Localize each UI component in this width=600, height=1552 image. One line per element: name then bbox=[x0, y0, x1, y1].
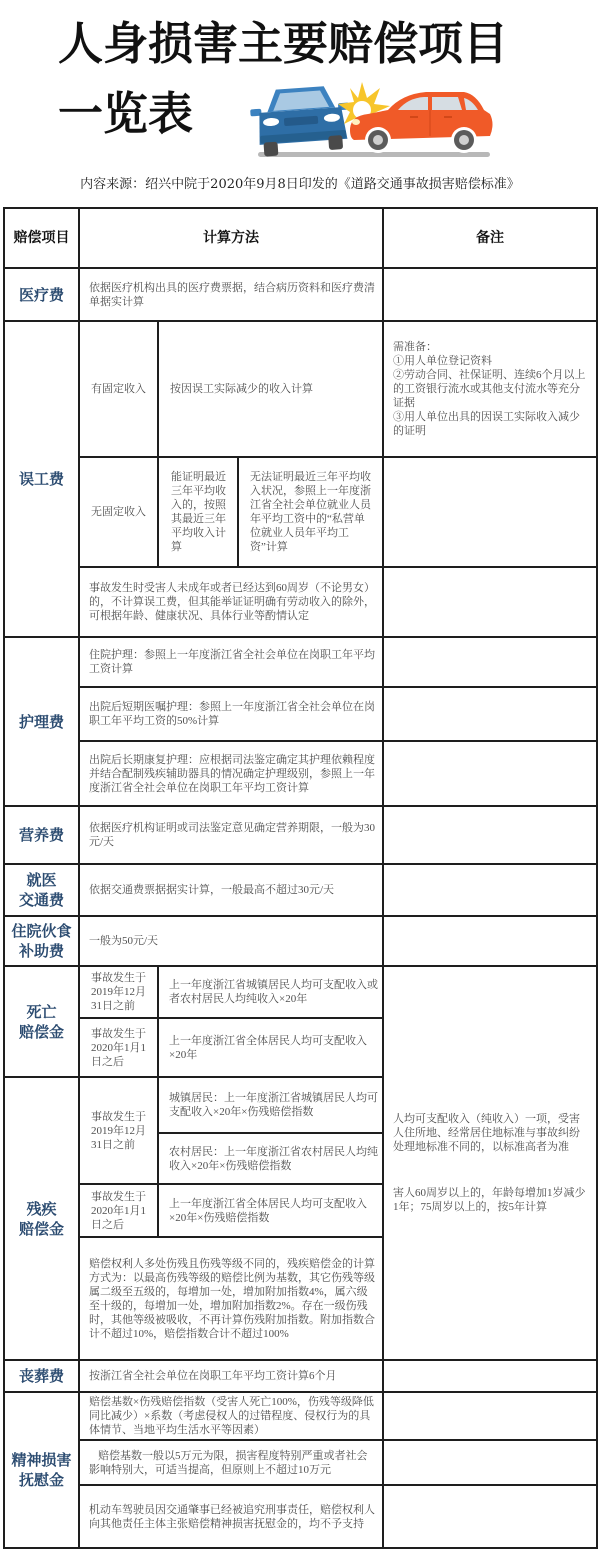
method-text: 依据交通费票据据实计算，一般最高不超过30元/天 bbox=[89, 884, 335, 896]
date-text: 事故发生于2019年12月31日之前 bbox=[91, 1110, 146, 1151]
date-disability-before-2020 bbox=[80, 1078, 159, 1185]
method-disability-after-2020 bbox=[159, 1185, 384, 1238]
method-mental-damage-formula bbox=[80, 1393, 384, 1441]
method-transport bbox=[80, 865, 384, 917]
method-nursing-long-term bbox=[80, 742, 384, 807]
method-text: 依据医疗机构证明或司法鉴定意见确定营养期限，一般为30元/天 bbox=[89, 822, 375, 848]
method-text: 城镇居民：上一年度浙江省城镇居民人均可支配收入×20年×伤残赔偿指数 bbox=[169, 1092, 378, 1118]
remark-income-standard: 人均可支配收入（纯收入）一项，受害人住所地、经常居住地标准与事故纠纷处理地标准不同的，以标准高者为准 bbox=[393, 1113, 580, 1153]
item-label-disability-compensation bbox=[5, 1078, 80, 1361]
method-disability-urban bbox=[159, 1078, 384, 1134]
item-label-medical bbox=[5, 269, 80, 322]
item-label-text: 护理费 bbox=[18, 712, 64, 731]
method-funeral bbox=[80, 1361, 384, 1393]
item-label-text: 就医 bbox=[26, 871, 57, 889]
car-collision-icon bbox=[250, 80, 500, 160]
date-death-after-2020 bbox=[80, 1019, 159, 1078]
method-medical bbox=[80, 269, 384, 322]
method-death-before-2020 bbox=[159, 967, 384, 1019]
method-text: 上一年度浙江省城镇居民人均可支配收入或者农村居民人均纯收入×20年 bbox=[169, 979, 378, 1005]
date-text: 事故发生于2020年1月1日之后 bbox=[91, 1190, 146, 1231]
column-header-method-text: 计算方法 bbox=[203, 230, 259, 246]
item-label-text: 残疾 bbox=[26, 1199, 57, 1218]
remark-line: ①用人单位登记资料 bbox=[393, 355, 492, 367]
method-text: 能证明最近三年平均收入的，按照其最近三年平均收入计算 bbox=[171, 471, 226, 553]
item-label-text: 赔偿金 bbox=[18, 1022, 64, 1041]
remark-funeral bbox=[384, 1361, 598, 1393]
method-nursing-short-term bbox=[80, 688, 384, 742]
method-text: 上一年度浙江省全体居民人均可支配收入×20年 bbox=[169, 1034, 367, 1061]
remark-no-fixed-income bbox=[384, 458, 598, 568]
item-label-lost-wages bbox=[5, 322, 80, 638]
method-mental-damage-cap bbox=[80, 1441, 384, 1486]
item-label-text: 营养费 bbox=[18, 826, 64, 844]
method-text: 出院后长期康复护理：应根据司法鉴定确定其护理依赖程度并结合配制残疾辅助器具的情况确定护理级别，参照上一年度浙江省全社会单位在岗职工年平均工资计算 bbox=[89, 753, 375, 794]
item-label-funeral bbox=[5, 1361, 80, 1393]
method-nursing-inpatient bbox=[80, 638, 384, 688]
item-label-text: 死亡 bbox=[26, 1002, 57, 1021]
sub-label-text: 有固定收入 bbox=[91, 383, 146, 395]
remark-nutrition bbox=[384, 807, 598, 865]
method-fixed-income bbox=[159, 322, 384, 458]
method-text: 赔偿基数×伤残赔偿指数（受害人死亡100%，伤残等级降低同比减少）×系数（考虑侵权人的过错程度、侵权行为的具体情节、当地平均生活水平等因素） bbox=[89, 1396, 374, 1436]
date-text: 事故发生于2020年1月1日之后 bbox=[91, 1027, 146, 1068]
item-label-text: 医疗费 bbox=[18, 285, 64, 304]
method-provable-income bbox=[159, 458, 239, 568]
item-label-mental-damage bbox=[5, 1393, 80, 1549]
item-label-transport bbox=[5, 865, 80, 917]
item-label-death-compensation bbox=[5, 967, 80, 1078]
column-header-item bbox=[5, 209, 80, 269]
method-text: 依据医疗机构出具的医疗费票据，结合病历资料和医疗费清单据实计算 bbox=[89, 281, 375, 308]
remark-mental-damage-formula bbox=[384, 1393, 598, 1441]
method-disability-rural bbox=[159, 1134, 384, 1185]
method-text: 赔偿基数一般以5万元为限，损害程度特别严重或者社会影响特别大，可适当提高，但原则上不超过10万元 bbox=[89, 1449, 368, 1476]
method-text: 农村居民：上一年度浙江省农村居民人均纯收入×20年×伤残赔偿指数 bbox=[169, 1145, 378, 1172]
remark-age-adjustment: 害人60周岁以上的，年龄每增加1岁减少1年；75周岁以上的，按5年计算 bbox=[393, 1187, 586, 1213]
item-label-text: 丧葬费 bbox=[18, 1367, 64, 1385]
remark-paragraphs bbox=[393, 1112, 587, 1214]
sub-label-text: 无固定收入 bbox=[91, 506, 146, 518]
remark-lost-wages-note bbox=[384, 568, 598, 638]
date-death-before-2020 bbox=[80, 967, 159, 1019]
page-subtitle: 一览表 bbox=[58, 87, 194, 140]
method-text: 按浙江省全社会单位在岗职工年平均工资计算6个月 bbox=[89, 1370, 337, 1382]
item-label-text: 补助费 bbox=[18, 942, 64, 960]
item-label-nutrition bbox=[5, 807, 80, 865]
remark-nursing-short-term bbox=[384, 688, 598, 742]
method-unprovable-income bbox=[239, 458, 384, 568]
method-text: 机动车驾驶员因交通肇事已经被追究刑事责任，赔偿权利人向其他责任主体主张赔偿精神损害抚慰金的，均不予支持 bbox=[89, 1503, 375, 1530]
note-lost-wages bbox=[80, 568, 384, 638]
remark-nursing-long-term bbox=[384, 742, 598, 807]
note-text: 事故发生时受害人未成年或者已经达到60周岁（不论男女）的，不计算误工费，但其能举证证明确有劳动收入的除外，可根据年龄、健康状况、具体行业等酌情认定 bbox=[89, 582, 375, 622]
remark-nursing-inpatient bbox=[384, 638, 598, 688]
remark-death-disability bbox=[384, 967, 598, 1361]
column-header-item-text: 赔偿项目 bbox=[13, 230, 70, 246]
remark-heading: 需准备： bbox=[393, 341, 437, 353]
date-disability-after-2020 bbox=[80, 1185, 159, 1238]
item-label-text: 误工费 bbox=[18, 470, 64, 488]
remark-line: ②劳动合同、社保证明、连续6个月以上的工资银行流水或其他支付流水等充分证据 bbox=[393, 369, 586, 409]
source-note: 内容来源：绍兴中院于2020年9月8日印发的《道路交通事故损害赔偿标准》 bbox=[80, 177, 520, 192]
remark-documents-list bbox=[393, 340, 587, 438]
compensation-table bbox=[3, 207, 598, 1549]
method-text: 无法证明最近三年平均收入状况，参照上一年度浙江省全社会单位就业人员年平均工资中的“私营单位就业人员年平均工资”计算 bbox=[250, 471, 371, 553]
method-text: 按因误工实际减少的收入计算 bbox=[170, 383, 313, 395]
method-nutrition bbox=[80, 807, 384, 865]
remark-meal-allowance bbox=[384, 917, 598, 967]
item-label-text: 精神损害 bbox=[11, 1451, 72, 1469]
note-disability-multiple bbox=[80, 1238, 384, 1361]
method-meal-allowance bbox=[80, 917, 384, 967]
remark-mental-damage-cap bbox=[384, 1441, 598, 1486]
item-label-text: 抚慰金 bbox=[18, 1471, 64, 1489]
note-text: 赔偿权利人多处伤残且伤残等级不同的，残疾赔偿金的计算方式为：以最高伤残等级的赔偿比例为基数，其它伤残等级属二级至五级的，每增加一处，增加附加指数4%，属六级至十级的，每增加一处，增加附加指数2%。存在一级伤残时，其他等级被吸收，不再计算伤残附加指数。附加指数合计不超过10%，赔偿指数合计不超过100% bbox=[89, 1257, 375, 1340]
item-label-nursing bbox=[5, 638, 80, 807]
item-label-text: 赔偿金 bbox=[18, 1219, 64, 1238]
method-mental-damage-criminal bbox=[80, 1486, 384, 1549]
item-label-text: 交通费 bbox=[18, 891, 64, 909]
method-death-after-2020 bbox=[159, 1019, 384, 1078]
method-text: 出院后短期医嘱护理：参照上一年度浙江省全社会单位在岗职工年平均工资的50%计算 bbox=[89, 701, 375, 727]
remark-transport bbox=[384, 865, 598, 917]
item-label-text: 住院伙食 bbox=[11, 922, 72, 940]
remark-line: ③用人单位出具的因误工实际收入减少的证明 bbox=[393, 411, 580, 437]
sub-label-no-fixed-income bbox=[80, 458, 159, 568]
remark-mental-damage-criminal bbox=[384, 1486, 598, 1549]
column-header-remark bbox=[384, 209, 598, 269]
date-text: 事故发生于2019年12月31日之前 bbox=[91, 972, 146, 1012]
remark-fixed-income bbox=[384, 322, 598, 458]
method-text: 上一年度浙江省全体居民人均可支配收入×20年×伤残赔偿指数 bbox=[169, 1197, 367, 1224]
column-header-method bbox=[80, 209, 384, 269]
method-text: 一般为50元/天 bbox=[89, 935, 159, 947]
page-title: 人身损害主要赔偿项目 bbox=[58, 17, 509, 70]
sub-label-fixed-income bbox=[80, 322, 159, 458]
remark-medical bbox=[384, 269, 598, 322]
item-label-meal-allowance bbox=[5, 917, 80, 967]
column-header-remark-text: 备注 bbox=[476, 230, 504, 246]
method-text: 住院护理：参照上一年度浙江省全社会单位在岗职工年平均工资计算 bbox=[89, 649, 375, 675]
